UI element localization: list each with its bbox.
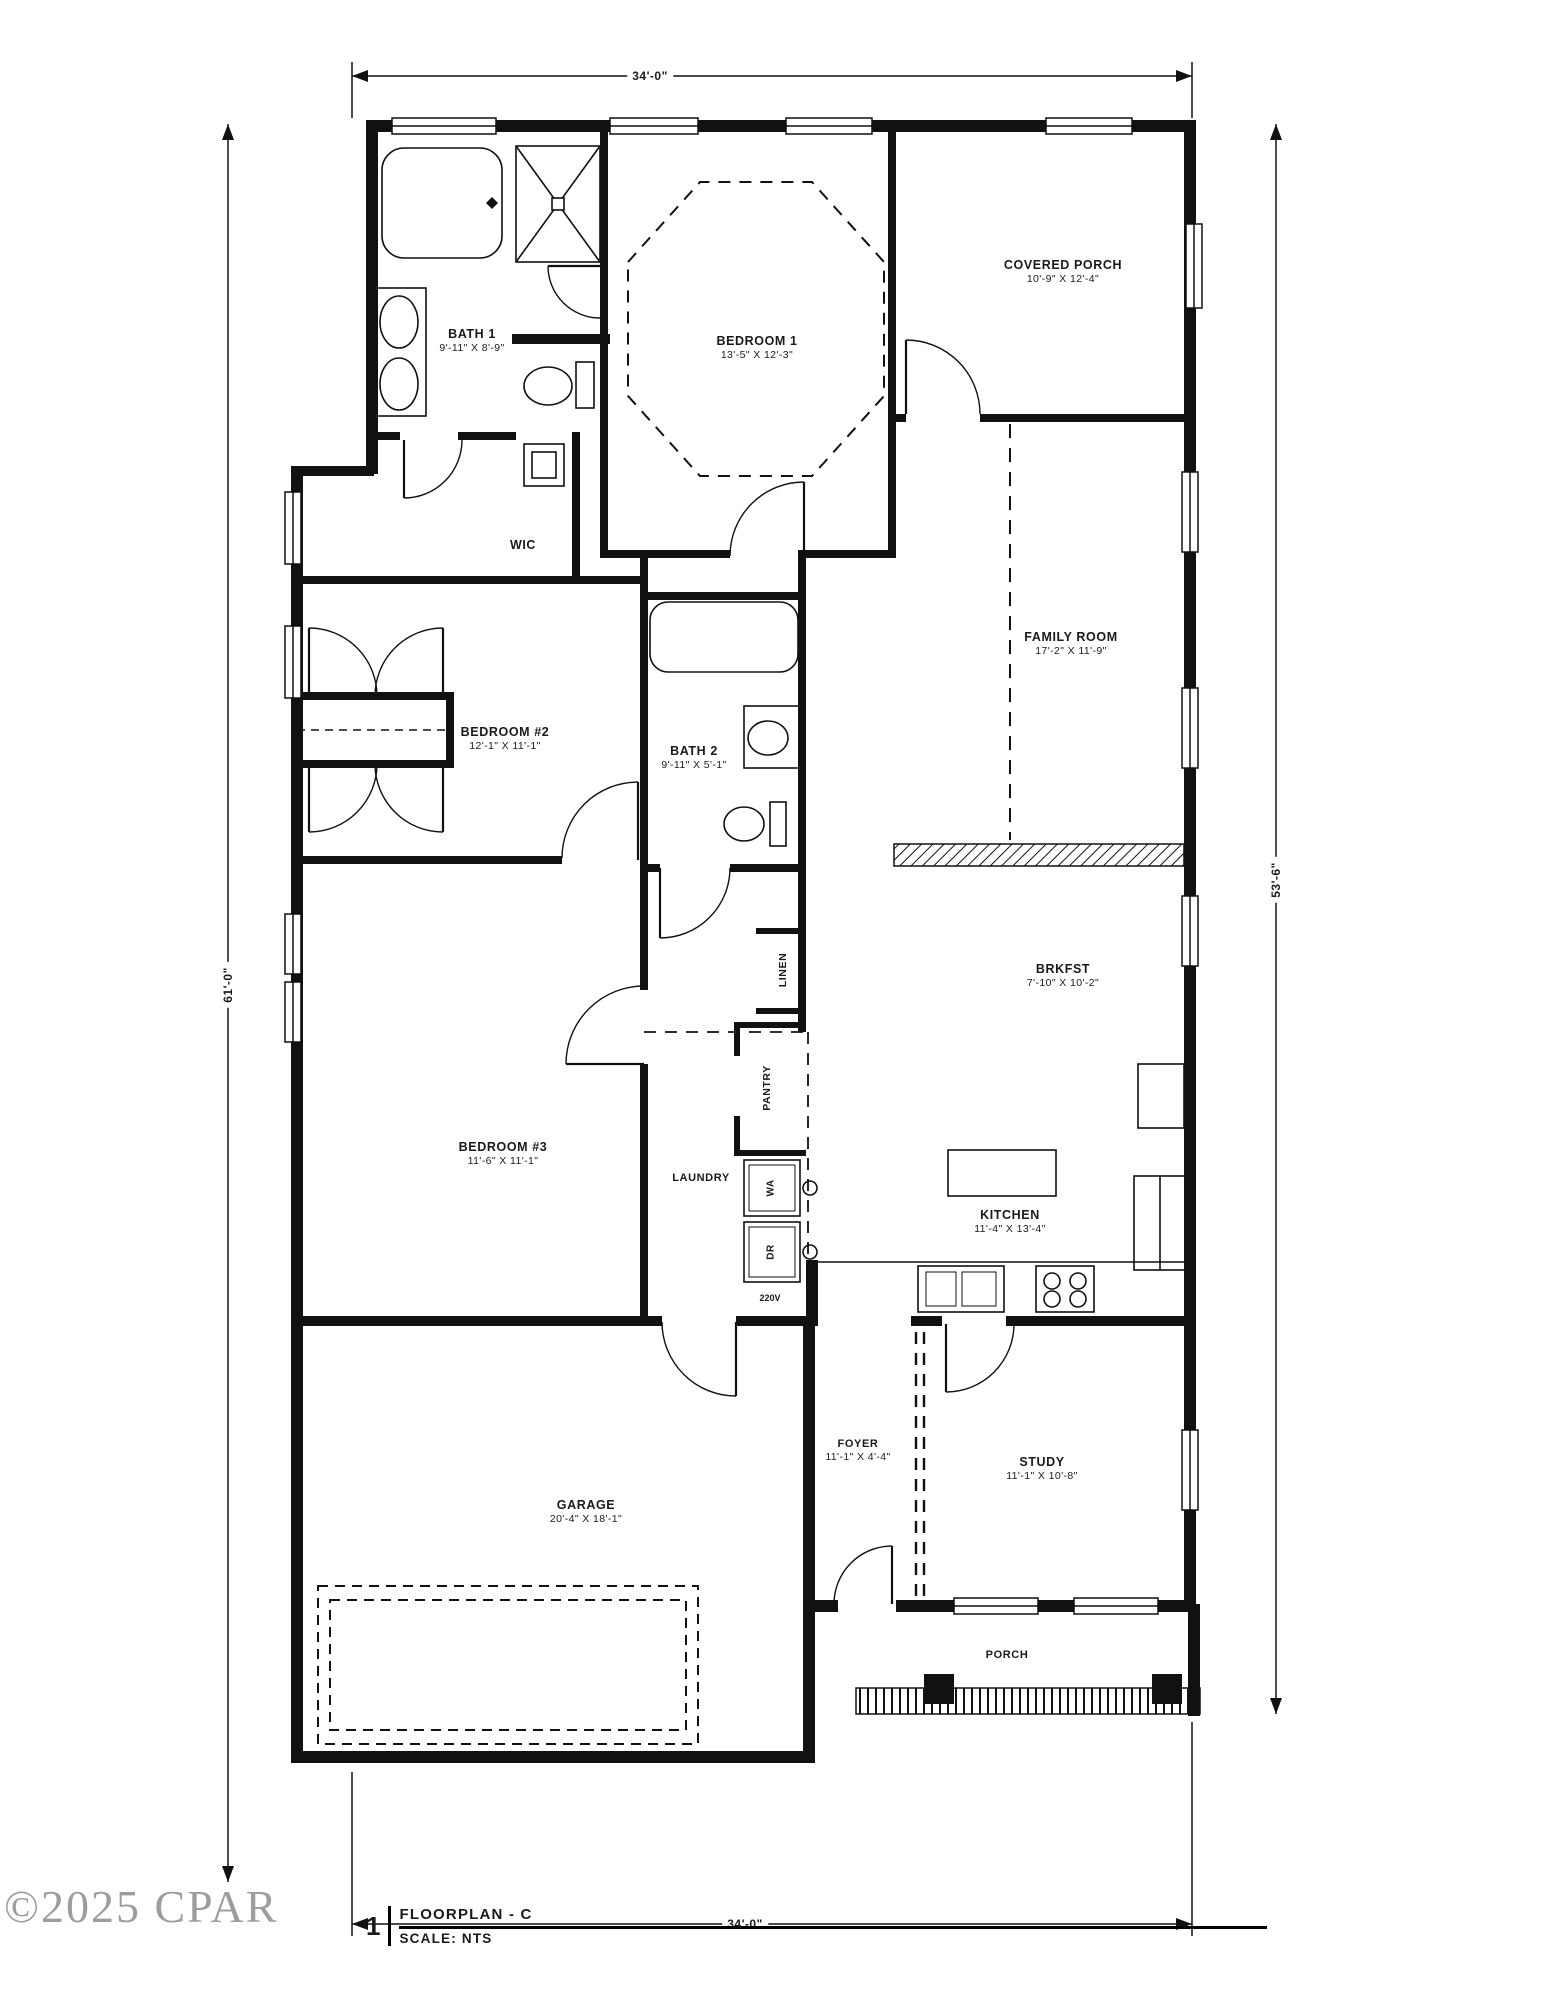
room-label-garage: GARAGE 20'-4" X 18'-1" xyxy=(549,1498,623,1526)
tray-ceiling-octagon xyxy=(628,182,884,476)
vanity-double-sinks xyxy=(372,288,426,416)
bathtub-1 xyxy=(382,148,502,258)
dim-right: 53'-6" xyxy=(1268,857,1284,903)
drawing-scale: SCALE: NTS xyxy=(399,1931,493,1946)
porch-post xyxy=(1152,1674,1182,1704)
watermark: ©2025 CPAR xyxy=(4,1881,279,1932)
room-label-covered-porch: COVERED PORCH 10'-9" X 12'-4" xyxy=(1003,258,1123,286)
kitchen-cabinet xyxy=(1138,1064,1184,1128)
window xyxy=(285,492,301,564)
family-brkfst-divider xyxy=(894,844,1184,866)
stove xyxy=(1036,1266,1094,1312)
window xyxy=(285,626,301,698)
room-label-kitchen: KITCHEN 11'-4" X 13'-4" xyxy=(974,1208,1046,1236)
window xyxy=(1182,472,1198,552)
window xyxy=(610,118,698,134)
window xyxy=(786,118,872,134)
window xyxy=(1186,224,1202,308)
garage-door-outline-inner xyxy=(330,1600,686,1730)
room-label-bedroom3: BEDROOM #3 11'-6" X 11'-1" xyxy=(458,1140,548,1168)
door-bedroom1 xyxy=(730,482,804,556)
toilet-1 xyxy=(524,362,594,408)
toilet-2 xyxy=(724,802,786,846)
door-shower xyxy=(548,266,600,318)
porch-post xyxy=(924,1674,954,1704)
window xyxy=(392,118,496,134)
outlet-label: 220V xyxy=(759,1293,781,1303)
outlet-icon xyxy=(803,1245,817,1259)
room-label-bath1: BATH 1 9'-11" X 8'-9" xyxy=(439,327,505,355)
window xyxy=(1182,1430,1198,1510)
window xyxy=(954,1598,1038,1614)
door-garage-entry xyxy=(662,1322,736,1396)
garage-door-outline xyxy=(318,1586,698,1744)
room-label-wic: WIC xyxy=(509,537,537,552)
door-porch-rear xyxy=(906,340,980,414)
door-bedroom3 xyxy=(566,986,644,1064)
room-label-brkfst: BRKFST 7'-10" X 10'-2" xyxy=(1026,962,1100,990)
shower xyxy=(516,146,600,262)
room-label-laundry: LAUNDRY xyxy=(672,1171,730,1184)
kitchen-island xyxy=(948,1150,1056,1196)
room-label-pantry: PANTRY xyxy=(761,1065,774,1111)
room-label-porch: PORCH xyxy=(985,1648,1029,1661)
washer-label: WA xyxy=(765,1179,777,1197)
sheet-number: 1 xyxy=(366,1910,381,1941)
window xyxy=(1182,688,1198,768)
window xyxy=(1074,1598,1158,1614)
kitchen-sink xyxy=(918,1266,1004,1312)
title-block xyxy=(366,1906,1267,1946)
dim-top: 34'-0" xyxy=(627,68,673,84)
porch-edge-hatch xyxy=(856,1688,1200,1714)
room-label-bedroom2: BEDROOM #2 12'-1" X 11'-1" xyxy=(460,725,550,753)
room-label-family: FAMILY ROOM 17'-2" X 11'-9" xyxy=(1024,630,1118,658)
door-bath2 xyxy=(660,868,730,938)
hall-cabinet xyxy=(524,444,564,486)
window xyxy=(1046,118,1132,134)
room-label-bath2: BATH 2 9'-11" X 5'-1" xyxy=(661,744,727,772)
room-label-linen: LINEN xyxy=(777,952,790,988)
window xyxy=(285,982,301,1042)
door-front xyxy=(834,1546,892,1604)
door-wic xyxy=(404,440,462,498)
refrigerator xyxy=(1134,1176,1186,1270)
walls-layer xyxy=(291,120,1200,1763)
door-study xyxy=(946,1324,1014,1392)
dim-left: 61'-0" xyxy=(220,962,236,1008)
door-bedroom2 xyxy=(562,782,638,860)
room-label-bedroom1: BEDROOM 1 13'-5" X 12'-3" xyxy=(716,334,798,362)
tub-faucet-icon xyxy=(486,197,498,209)
room-label-study: STUDY 11'-1" X 10'-8" xyxy=(1006,1455,1078,1483)
outlet-icon xyxy=(803,1181,817,1195)
window xyxy=(1182,896,1198,966)
dryer-label: DR xyxy=(765,1244,777,1260)
dim-bottom: 34'-0" xyxy=(722,1916,768,1932)
doors-layer xyxy=(309,266,1014,1604)
window xyxy=(285,914,301,974)
vanity-sink-2 xyxy=(744,706,800,768)
room-label-foyer: FOYER 11'-1" X 4'-4" xyxy=(825,1438,891,1464)
drawing-title: FLOORPLAN - C xyxy=(399,1906,1267,1929)
bathtub-2 xyxy=(650,602,798,672)
